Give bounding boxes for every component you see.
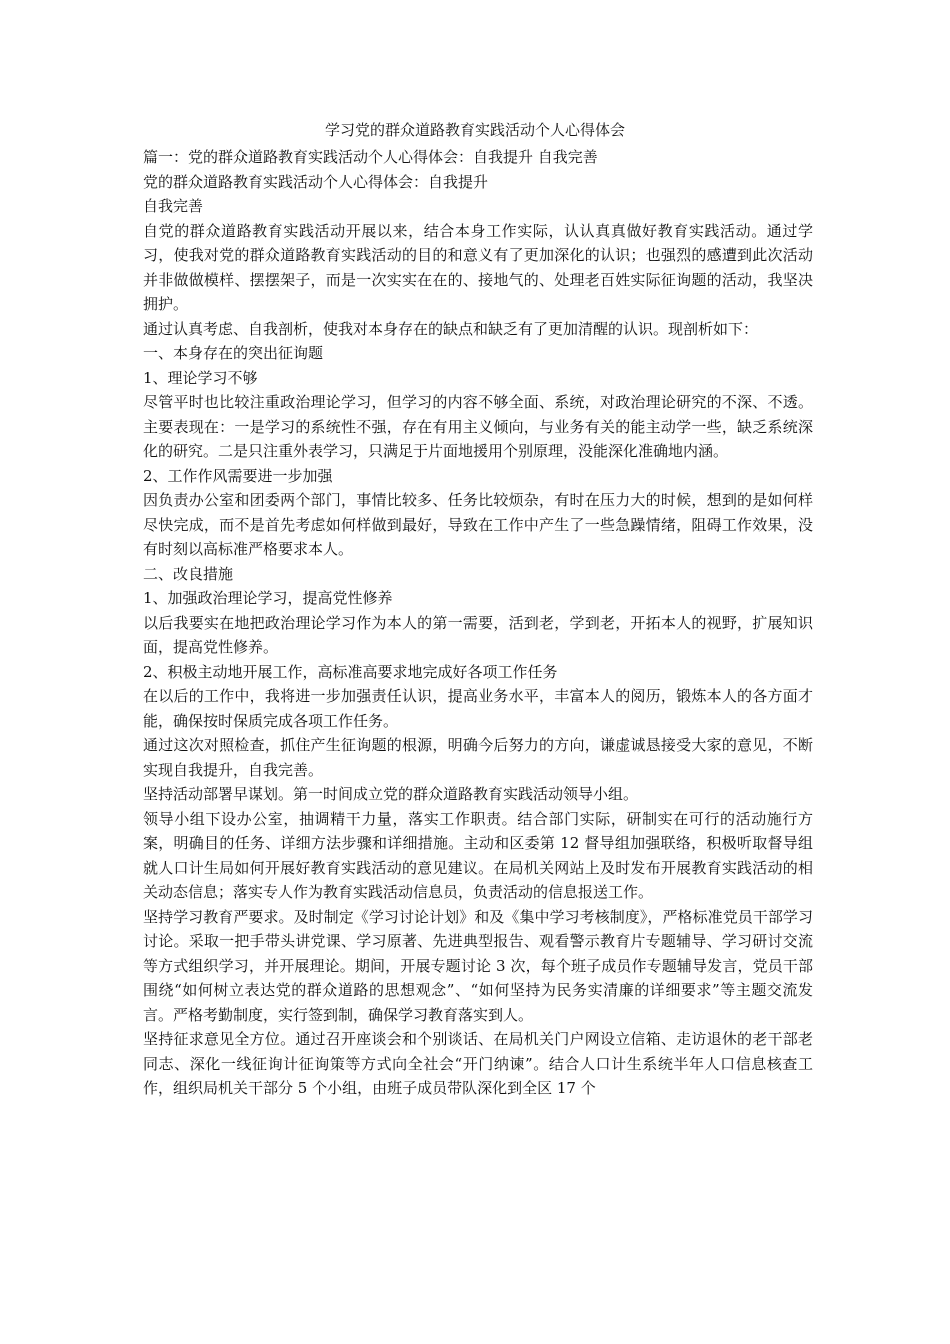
paragraph: 通过认真考虑、自我剖析，使我对本身存在的缺点和缺乏有了更加清醒的认识。现剖析如下： [143, 319, 759, 338]
paragraph: 以后我要实在地把政治理论学习作为本人的第一需要，活到老，学到老，开拓本人的视野，扩展知识面，提高党性修养。 [143, 613, 813, 656]
paragraph: 党的群众道路教育实践活动个人心得体会：自我提升 [143, 172, 489, 191]
paragraph: 尽管平时也比较注重政治理论学习，但学习的内容不够全面、系统，对政治理论研究的不深、不透。主要表现在：一是学习的系统性不强，存在有用主义倾向，与业务有关的能主动学一些，缺乏系统深化的研究。二是只注重外表学习，只满足于片面地援用个别原理，没能深化准确地内涵。 [143, 393, 813, 460]
paragraph: 通过这次对照检查，抓住产生征询题的根源，明确今后努力的方向，谦虚诚恳接受大家的意见，不断实现自我提升，自我完善。 [143, 736, 813, 779]
paragraph: 坚持学习教育严要求。及时制定《学习讨论计划》和及《集中学习考核制度》，严格标准党员干部学习讨论。采取一把手带头讲党课、学习原著、先进典型报告、观看警示教育片专题辅导、学习研讨交流等方式组织学习，并开展理论。期间，开展专题讨论 3 次，每个班子成员作专题辅导发言，党员干部围绕“如何树立表达党的群众道路的思想观念”、“如何坚持为民务实清廉的详细要求”等主题交流发言。严格考勤制度，实行签到制，确保学习教育落实到人。 [143, 907, 813, 1024]
paragraph: 篇一：党的群众道路教育实践活动个人心得体会：自我提升 自我完善 [143, 148, 598, 166]
paragraph: 领导小组下设办公室，抽调精干力量，落实工作职责。结合部门实际，研制实在可行的活动施行方案，明确目的任务、详细方法步骤和详细措施。主动和区委第 12 督导组加强联络，积极听取督导组就人口计生局如何开展好教育实践活动的意见建议。在局机关网站上及时发布开展教育实践活动的相关动态信息；落实专人作为教育实践活动信息员，负责活动的信息报送工作。 [143, 809, 813, 901]
subsection-heading: 1、理论学习不够 [143, 368, 258, 387]
paragraph: 坚持活动部署早谋划。第一时间成立党的群众道路教育实践活动领导小组。 [143, 785, 639, 803]
document-body [143, 145, 813, 1101]
paragraph: 坚持征求意见全方位。通过召开座谈会和个别谈话、在局机关门户网设立信箱、走访退休的老干部老同志、深化一线征询计征询策等方式向全社会“开门纳谏”。结合人口计生系统半年人口信息核查工作，组织局机关干部分 5 个小组，由班子成员带队深化到全区 17 个 [143, 1030, 813, 1097]
subsection-heading: 2、积极主动地开展工作，高标准高要求地完成好各项工作任务 [143, 662, 558, 681]
document-title: 学习党的群众道路教育实践活动个人心得体会 [324, 121, 625, 139]
section-heading: 一、本身存在的突出征询题 [143, 344, 324, 362]
section-heading: 二、改良措施 [143, 564, 234, 583]
paragraph: 自党的群众道路教育实践活动开展以来，结合本身工作实际，认认真真做好教育实践活动。通过学习，使我对党的群众道路教育实践活动的目的和意义有了更加深化的认识；也强烈的感遭到此次活动并非做做模样、摆摆架子，而是一次实实在在的、接地气的、处理老百姓实际征询题的活动，我坚决拥护。 [143, 221, 813, 313]
subsection-heading: 2、工作作风需要进一步加强 [143, 466, 333, 485]
paragraph: 因负责办公室和团委两个部门，事情比较多、任务比较烦杂，有时在压力大的时候，想到的是如何样尽快完成，而不是首先考虑如何样做到最好，导致在工作中产生了一些急躁情绪，阻碍工作效果，没有时刻以高标准严格要求本人。 [143, 491, 813, 558]
subsection-heading: 1、加强政治理论学习，提高党性修养 [143, 589, 393, 607]
paragraph: 在以后的工作中，我将进一步加强责任认识，提高业务水平，丰富本人的阅历，锻炼本人的各方面才能，确保按时保质完成各项工作任务。 [143, 687, 813, 730]
paragraph: 自我完善 [143, 197, 204, 215]
